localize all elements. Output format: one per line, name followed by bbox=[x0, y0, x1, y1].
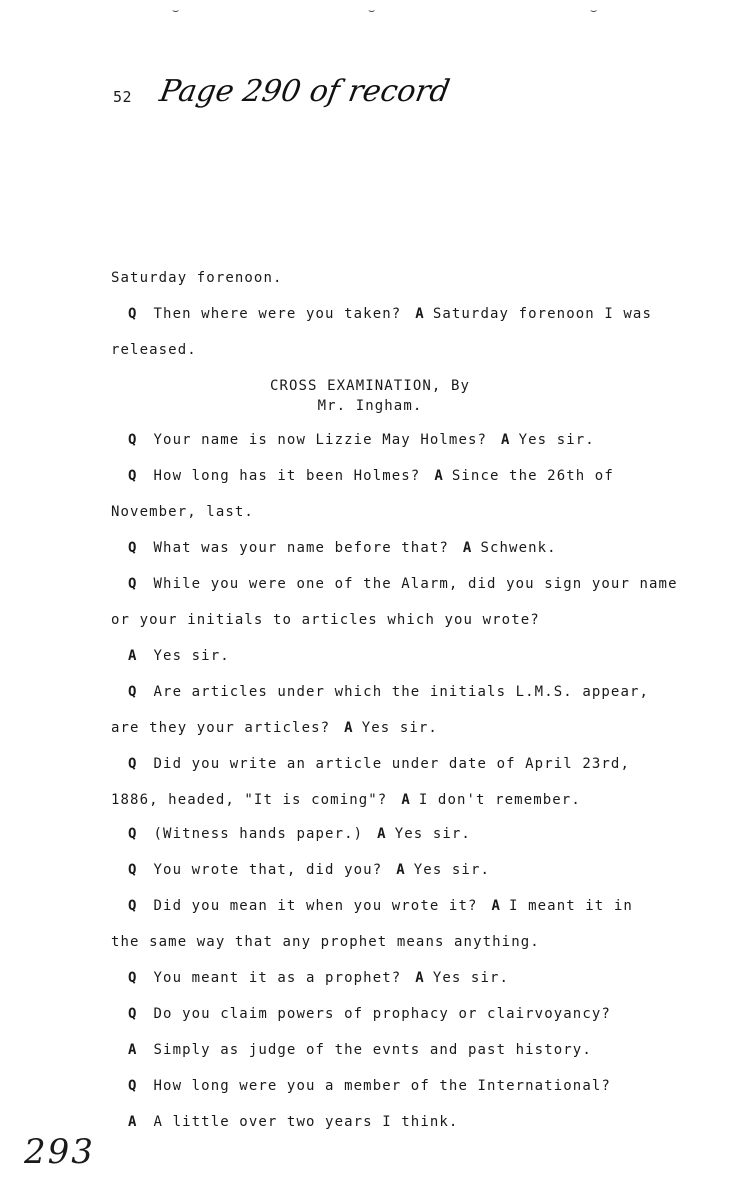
answer-text: Yes sir. bbox=[413, 862, 490, 878]
transcript-line bbox=[111, 504, 254, 520]
question-line bbox=[128, 306, 652, 322]
answer-marker: A bbox=[128, 1114, 138, 1130]
answer-marker: A bbox=[401, 792, 411, 808]
answer-text: A little over two years I think. bbox=[153, 1114, 459, 1130]
answer-marker: A bbox=[415, 306, 425, 322]
answer-marker: A bbox=[396, 862, 406, 878]
scan-mark: ⌣ bbox=[590, 4, 598, 17]
question-text: You meant it as a prophet? bbox=[153, 970, 402, 986]
answer-text: Yes sir. bbox=[153, 648, 230, 664]
answer-line bbox=[128, 1042, 592, 1058]
answer-text: Yes sir. bbox=[432, 970, 510, 986]
answer-marker: A bbox=[491, 898, 502, 914]
question-text: How long has it been Holmes? bbox=[153, 468, 421, 484]
answer-marker: A bbox=[128, 648, 138, 664]
question-marker: Q bbox=[128, 306, 138, 322]
line-text: Saturday forenoon. bbox=[111, 270, 283, 286]
question-line bbox=[128, 862, 490, 878]
line-text: released. bbox=[111, 342, 197, 358]
question-marker: Q bbox=[128, 684, 138, 700]
scan-mark: ⌣ bbox=[368, 4, 376, 17]
question-text: You wrote that, did you? bbox=[153, 862, 383, 878]
question-text: Did you mean it when you wrote it? bbox=[153, 898, 478, 914]
answer-text: Yes sir. bbox=[518, 432, 595, 448]
transcript-line bbox=[111, 270, 283, 286]
line-text: November, last. bbox=[111, 504, 254, 520]
answer-line bbox=[128, 648, 230, 664]
section-title: CROSS EXAMINATION, By bbox=[269, 378, 471, 394]
question-marker: Q bbox=[128, 756, 138, 772]
answer-text: Simply as judge of the evnts and past history. bbox=[153, 1042, 592, 1058]
line-text: the same way that any prophet means anything. bbox=[111, 934, 540, 950]
question-text: Your name is now Lizzie May Holmes? bbox=[153, 432, 488, 448]
transcript-line bbox=[111, 720, 438, 736]
question-text: What was your name before that? bbox=[153, 540, 449, 556]
question-line bbox=[128, 1078, 611, 1094]
transcript-line bbox=[111, 342, 197, 358]
question-marker: Q bbox=[128, 898, 138, 914]
answer-text: Saturday forenoon I was bbox=[432, 306, 652, 322]
question-line bbox=[128, 468, 614, 484]
question-marker: Q bbox=[128, 862, 138, 878]
answer-text: I meant it in bbox=[509, 898, 633, 914]
section-subtitle: Mr. Ingham. bbox=[317, 398, 423, 414]
question-text: How long were you a member of the International? bbox=[153, 1078, 611, 1094]
transcript-line bbox=[111, 612, 540, 628]
answer-text: I don't remember. bbox=[418, 792, 581, 808]
transcript-line bbox=[111, 792, 581, 808]
question-line bbox=[128, 684, 649, 700]
answer-marker: A bbox=[377, 826, 387, 842]
answer-text: Yes sir. bbox=[394, 826, 471, 842]
answer-text: Schwenk. bbox=[480, 540, 557, 556]
handwritten-page-number: 293 bbox=[24, 1132, 95, 1172]
question-text: Then where were you taken? bbox=[153, 306, 402, 322]
question-text: Are articles under which the initials L.M.S. appear, bbox=[153, 684, 650, 700]
question-marker: Q bbox=[128, 826, 138, 842]
question-marker: Q bbox=[128, 468, 138, 484]
question-marker: Q bbox=[128, 970, 138, 986]
answer-line bbox=[128, 1114, 458, 1130]
question-text: Did you write an article under date of April 23rd, bbox=[153, 756, 630, 772]
page-number: 52 bbox=[113, 88, 133, 106]
answer-marker: A bbox=[415, 970, 425, 986]
question-text: are they your articles? bbox=[111, 720, 331, 736]
transcript-line bbox=[111, 934, 540, 950]
answer-text: Yes sir. bbox=[361, 720, 438, 736]
question-text: 1886, headed, "It is coming"? bbox=[111, 792, 388, 808]
question-line bbox=[128, 576, 678, 592]
answer-marker: A bbox=[434, 468, 444, 484]
question-line bbox=[128, 540, 557, 556]
answer-marker: A bbox=[344, 720, 354, 736]
question-marker: Q bbox=[128, 576, 138, 592]
question-text: (Witness hands paper.) bbox=[153, 826, 364, 842]
question-marker: Q bbox=[128, 1006, 138, 1022]
scan-mark: ⌣ bbox=[172, 4, 180, 17]
handwritten-page-note: Page 290 of record bbox=[156, 74, 453, 109]
question-line bbox=[128, 898, 633, 914]
question-line bbox=[128, 970, 509, 986]
question-marker: Q bbox=[128, 1078, 138, 1094]
question-line bbox=[128, 756, 630, 772]
question-marker: Q bbox=[128, 540, 138, 556]
question-line bbox=[128, 1006, 611, 1022]
answer-marker: A bbox=[462, 540, 473, 556]
question-text: Do you claim powers of prophacy or clairvoyancy? bbox=[153, 1006, 611, 1022]
answer-marker: A bbox=[128, 1042, 138, 1058]
answer-text: Since the 26th of bbox=[451, 468, 614, 484]
answer-marker: A bbox=[501, 432, 511, 448]
question-text: While you were one of the Alarm, did you sign your name bbox=[153, 576, 678, 592]
question-line bbox=[128, 432, 595, 448]
line-text: or your initials to articles which you wrote? bbox=[111, 612, 540, 628]
question-marker: Q bbox=[128, 432, 138, 448]
question-line bbox=[128, 826, 471, 842]
